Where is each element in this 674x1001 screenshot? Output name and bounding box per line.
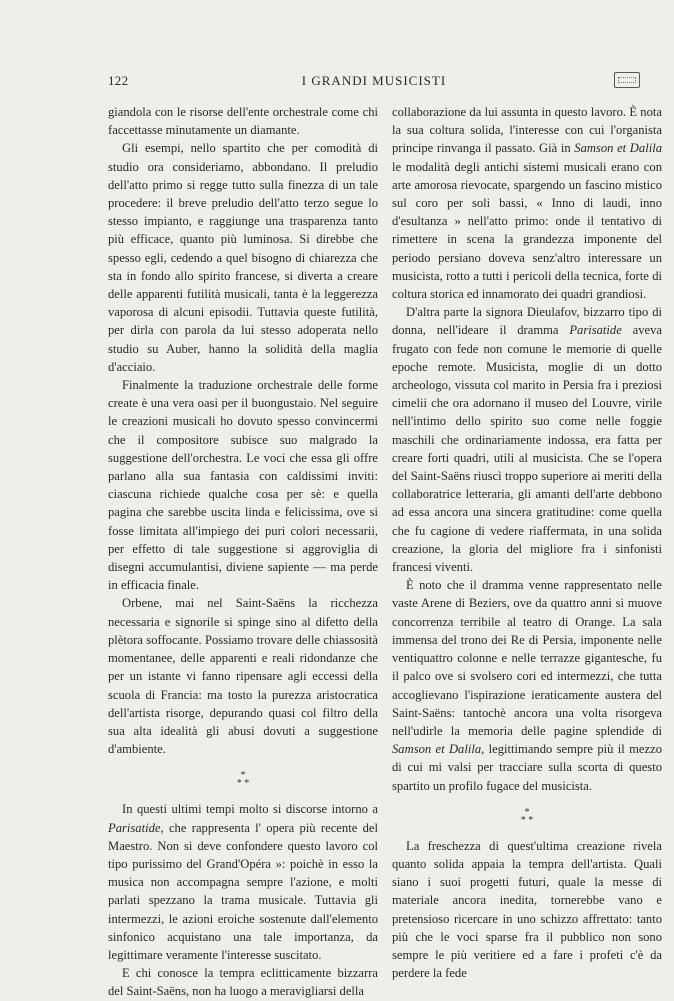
right-column xyxy=(392,103,662,983)
text-run: D'altra parte la signora Dieulafov, bizzarro tipo di donna, nell'ideare il dramma xyxy=(392,305,662,338)
page-number: 122 xyxy=(108,73,129,88)
section-separator: * * * xyxy=(236,770,250,790)
paragraph: Orbene, mai nel Saint-Saëns la ricchezza necessaria e signorile si spinge sino al difetto della plètora soffocante. Possiamo trovare delle chiassosità momentanee, delle apparenti e reali ridondanze che per un istante vi fanno ripensare agli eccessi della scuola di Francia: ma tosto la purezza aristocratica dell'artista risorge, depurando quasi col filtro della sua alta idealità gli abusi dovuti a suggestione d'ambiente. xyxy=(108,596,378,757)
paragraph: Gli esempi, nello spartito che per comodità di studio ora consideriamo, abbondano. Il preludio dell'atto primo si regge tutto sulla finezza di un tale procedere: il breve preludio dell'atto terzo segue lo stesso impianto, e raggiunge una trasparenza tanto più efficace, quanto più luminosa. Si direbbe che spesso egli, cedendo a quel bisogno di chiarezza che sta in fondo allo spirito francese, si diverta a creare delle apparenti futilità musicali, tanta è la leggerezza vaporosa di alcuni episodii. Tuttavia queste futilità, per dirla con parola da lui stesso adoperata nello studio su Auber, hanno la solidità della maglia d'acciaio. xyxy=(108,141,378,374)
opera-title: Samson et Dalila xyxy=(574,141,662,156)
text-run: In questi ultimi tempi molto si discorse intorno a xyxy=(122,802,378,817)
paragraph xyxy=(392,103,662,303)
paragraph: E chi conosce la tempra eclitticamente bizzarra del Saint-Saëns, non ha luogo a meravigliarsi della xyxy=(108,966,378,999)
page-header xyxy=(108,73,640,93)
section-separator: * * * xyxy=(520,806,534,826)
text-run: collaborazione da lui assunta in questo lavoro. È nota la sua coltura solida, l'interesse con cui l'organista principe rinvanga il passato. Già in xyxy=(392,105,662,156)
opera-title: Parisatide xyxy=(108,820,161,835)
text-run: , legittimando sempre più il mezzo di cui mi valsi per tracciare sulla scorta di questo spartito un profilo fugace del musicista. xyxy=(392,742,662,793)
opera-title: Samson et Dalila xyxy=(392,742,482,757)
text-run: aveva frugato con fede non comune le memorie di quelle epoche remote. Musicista, moglie di un dotto archeologo, vissuta col marito in Persia fra i preziosi cimelii che ora adornano il museo del Louvre, virile nell'intimo dello spirito suo come nelle foggie maschili che ordinariamente indossa, era fatta per creare forti quadri, utili al musicista. Che se l'opera del Saint-Saëns riuscì troppo superiore ai meriti della collaboratrice letteraria, gli amanti dell'arte debbono ad essa ancora una sincera gratitudine: come quella che fu cagione di vedere riaffermata, in una solida creazione, la gloria del migliore fra i sinfonisti francesi viventi. xyxy=(392,323,662,575)
paragraph: La freschezza di quest'ultima creazione rivela quanto solida appaia la tempra dell'artista. Quali siano i suoi progetti futuri, quale la messe di materiale ancora inedita, tornerebbe vano e pretensioso ricercare in uno schizzo affrettato: tanto più che le voci sparse fra il pubblico non sono sempre le più veritiere ed a fare i profeti c'è da perdere la fede xyxy=(392,838,662,981)
text-run: , che rappresenta l' opera più recente del Maestro. Non si deve confondere questo lavoro col tipo purissimo del Grand'Opéra »: poichè in esso la musica non accompagna sempre l'azione, e molti parlati spezzano la trama musicale. Tuttavia gli intermezzi, le azioni eroiche sostenute dall'elemento sinfonico acquistano una tale importanza, da legittimare veramente l'interesse suscitato. xyxy=(108,820,378,962)
paragraph xyxy=(392,576,662,794)
paragraph: giandola con le risorse dell'ente orchestrale come chi faccettasse minutamente un diamante. xyxy=(108,105,378,138)
opera-title: Parisatide xyxy=(569,323,622,338)
paragraph xyxy=(392,303,662,576)
left-column xyxy=(108,103,378,999)
text-run: È noto che il dramma venne rappresentato nelle vaste Arene di Beziers, ove da quattro anni si muove concorrenza terribile al teatro di Orange. La sala immensa del trono dei Re di Persia, imponente nelle ventiquattro colonne e nelle terrazze gigantesche, fu il palco ove si svolsero cori ed intermezzi, che tutta accoglievano l'ispirazione ieraticamente austera del Saint-Saëns: tantochè ancora una volta risorgeva nell'udirle la memoria delle pagine splendide di xyxy=(392,578,662,738)
library-stamp-icon xyxy=(614,72,640,88)
text-run: le modalità degli antichi sistemi musicali erano con arte amorosa rievocate, spargendo un fascino mistico sul coro per soli bassi, « Inno di laudi, inno d'esultanza » nell'atto primo: onde il tentativo di rimettere in scena la grandezza imponente del periodo persiano doveva senz'altro interessare un musicista, rotto a tutti i pericoli della tecnica, forte di coltura storica ed innamorato dei quadri grandiosi. xyxy=(392,159,662,302)
running-title: I GRANDI MUSICISTI xyxy=(301,73,447,88)
paragraph xyxy=(108,800,378,964)
paragraph: Finalmente la traduzione orchestrale delle forme create è una vera oasi per il buongustaio. Nel seguire le creazioni musicali ho dovuto spesso convincermi che il compositore subisce suo malgrado la suggestione dell'orchestra. Le voci che essa gli offre parlano alla sua fantasia con caldissimi inviti: ciascuna richiede qualche cosa per sè: e quella pagina che sarebbe uscita linda e felicissima, ove si fosse limitata all'impiego dei puri colori necessarii, per effetto di tale suggestione si aggroviglia di disegni accumulantisi, diviene sapiente — ma perde in efficacia finale. xyxy=(108,378,378,593)
